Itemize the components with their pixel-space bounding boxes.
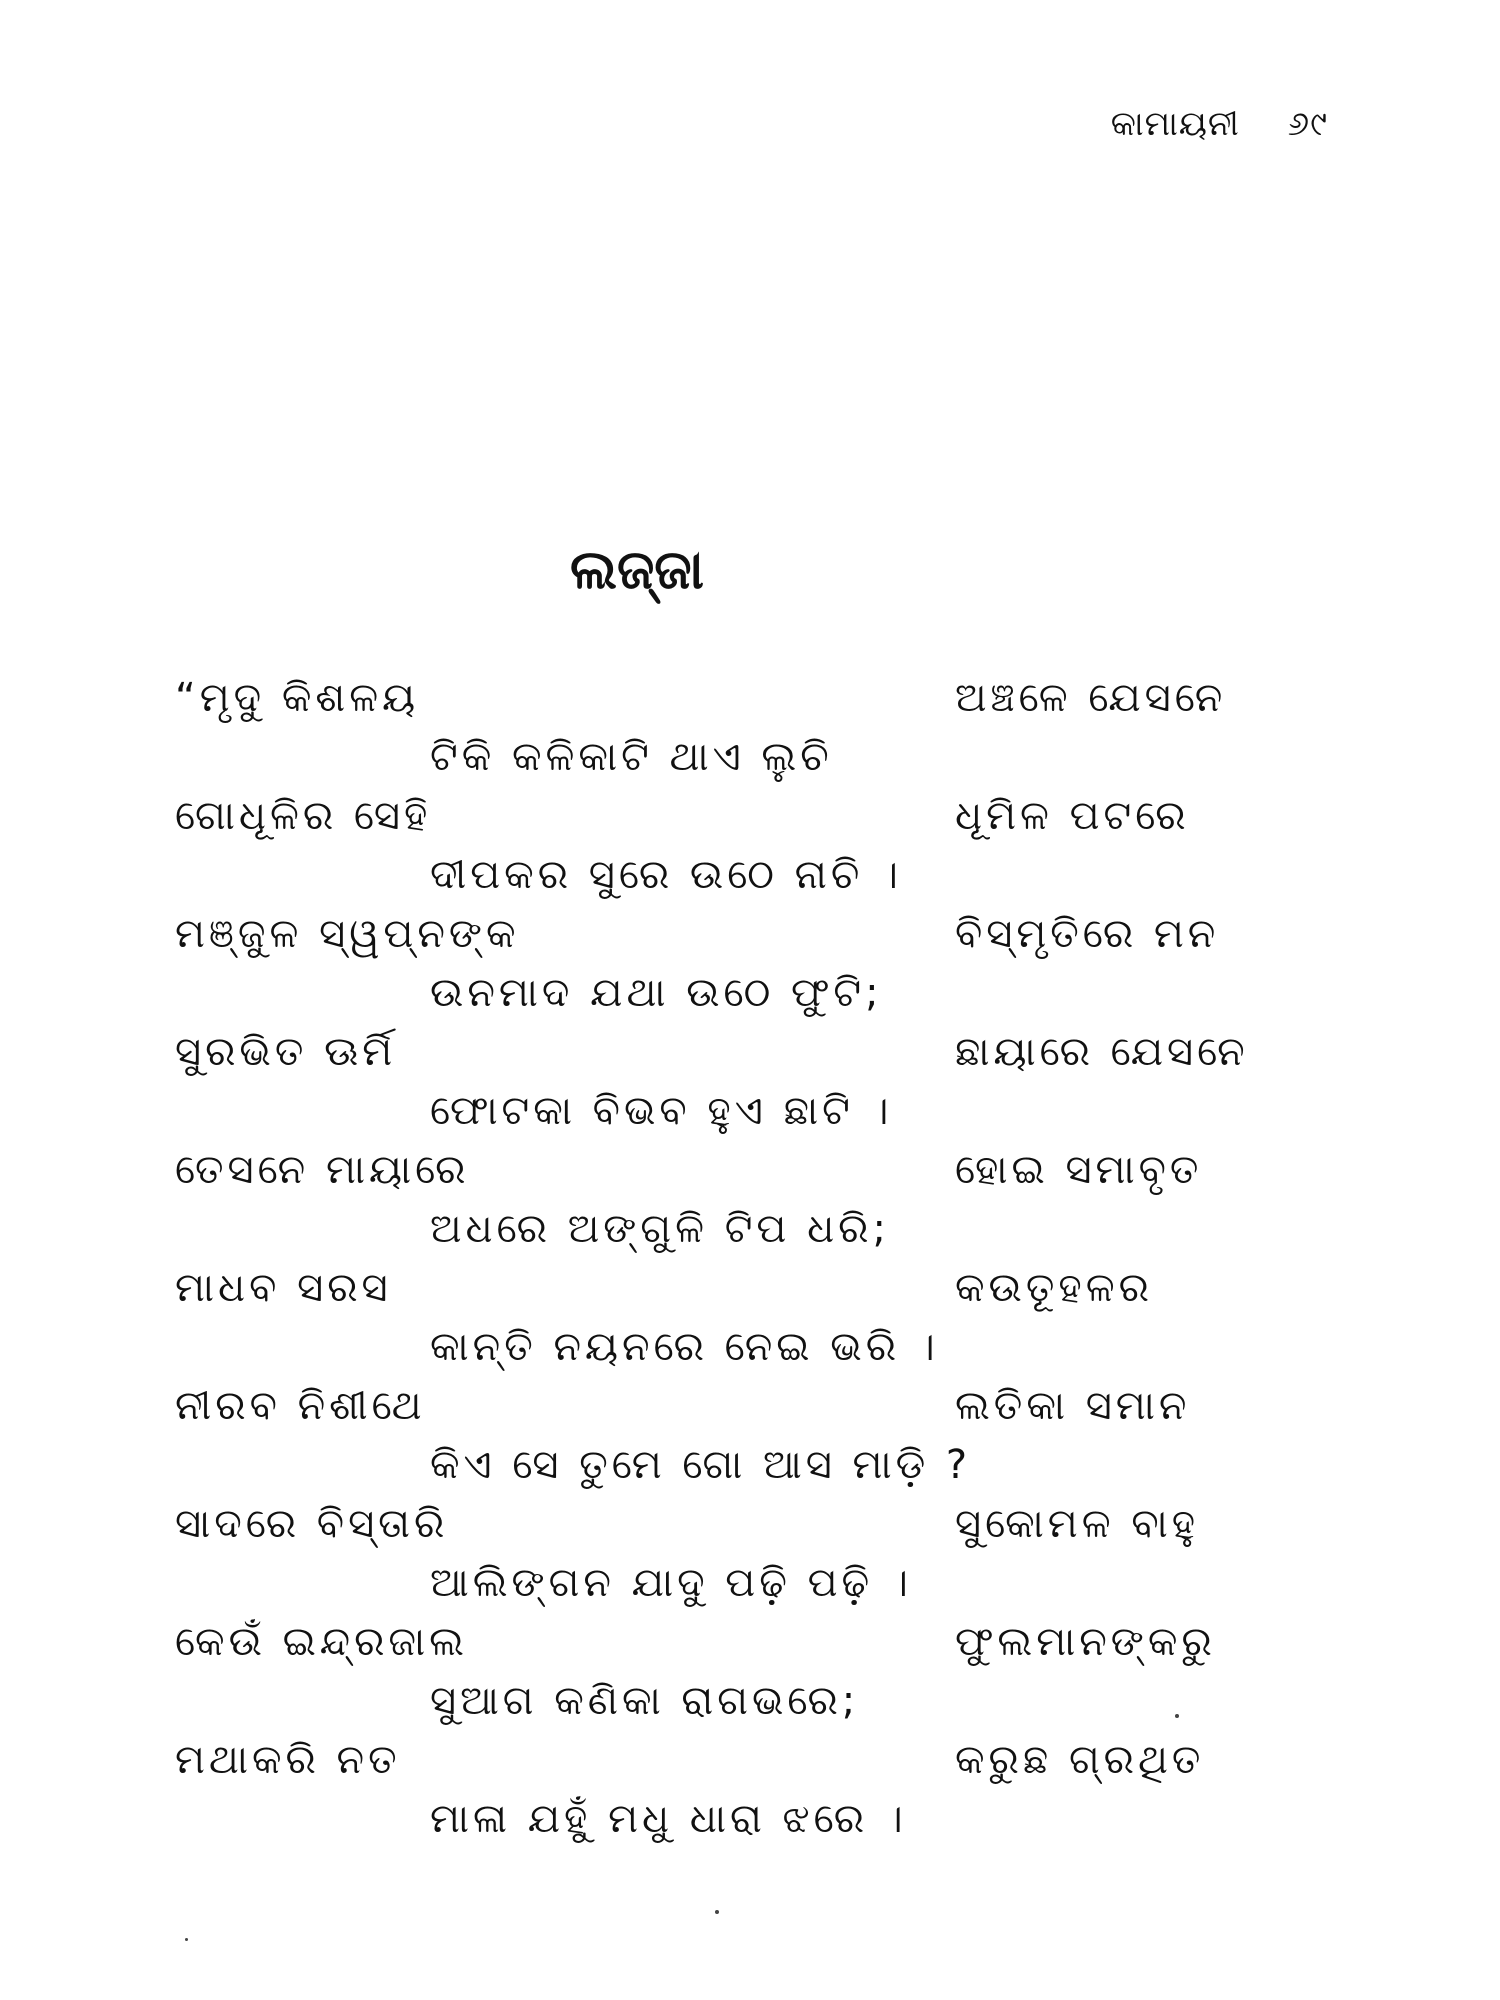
line-left-phrase: ସାଦରେ ବିସ୍ତାରି [175, 1501, 449, 1547]
print-speck [715, 1910, 719, 1914]
line-right-phrase: କରୁଛ ଗ୍ରଥିତ [955, 1737, 1205, 1783]
line-right-phrase: ଫୁଲମାନଙ୍କରୁ [955, 1619, 1216, 1665]
chapter-title: ଲଜ୍ଜା [570, 538, 704, 601]
poem-line-indented [0, 970, 1500, 1029]
indented-line: ଦୀପକର ସୁରେ ଉଠେ ନାଚି । [430, 852, 902, 898]
poem-line [0, 911, 1500, 970]
poem-line-indented [0, 1796, 1500, 1855]
line-right-phrase: ବିସ୍ମୃତିରେ ମନ [955, 911, 1220, 957]
line-right-phrase: ଧୂମିଳ ପଟରେ [955, 793, 1190, 839]
line-right-phrase: ଅଞ୍ଚଳେ ଯେସନେ [955, 675, 1227, 721]
line-left-phrase: “ମୃଦୁ କିଶଳୟ [175, 675, 420, 721]
poem-body [0, 675, 1500, 1855]
poem-line [0, 1029, 1500, 1088]
indented-line: ମାଳା ଯହୁଁ ମଧୁ ଧାରା ଝରେ । [430, 1796, 907, 1842]
line-right-phrase: ହୋଇ ସମାବୃତ [955, 1147, 1203, 1193]
poem-line [0, 1737, 1500, 1796]
indented-line: ଅଧରେ ଅଙ୍ଗୁଳି ଟିପ ଧରି; [430, 1206, 890, 1252]
line-left-phrase: ସୁରଭିତ ଊର୍ମି [175, 1029, 397, 1075]
poem-line [0, 793, 1500, 852]
indented-line: ସୁଆଗ କଣିକା ରାଗଭରେ; [430, 1678, 860, 1724]
poem-line-indented [0, 1442, 1500, 1501]
poem-line [0, 1383, 1500, 1442]
indented-line: ଉନମାଦ ଯଥା ଉଠେ ଫୁଟି; [430, 970, 883, 1016]
indented-line: ଫୋଟକା ବିଭବ ହୁଏ ଛାଟି । [430, 1088, 893, 1134]
poem-line-indented [0, 1678, 1500, 1737]
line-left-phrase: ନୀରବ ନିଶୀଥେ [175, 1383, 426, 1429]
line-right-phrase: ସୁକୋମଳ ବାହୁ [955, 1501, 1200, 1547]
poem-line-indented [0, 1324, 1500, 1383]
line-left-phrase: ମଥାକରି ନତ [175, 1737, 401, 1783]
poem-line-indented [0, 734, 1500, 793]
page-number: ୬୯ [1287, 104, 1328, 144]
line-right-phrase: ଛାୟାରେ ଯେସନେ [955, 1029, 1249, 1075]
poem-line [0, 1147, 1500, 1206]
line-left-phrase: ତେସନେ ମାୟାରେ [175, 1147, 470, 1193]
line-right-phrase: କଉତୂହଳର [955, 1265, 1153, 1311]
poem-line [0, 675, 1500, 734]
indented-line: ଆଲିଙ୍ଗନ ଯାଦୁ ପଢ଼ି ପଢ଼ି । [430, 1560, 912, 1606]
line-left-phrase: ଗୋଧୂଳିର ସେହି [175, 793, 432, 839]
print-speck [1175, 1714, 1179, 1718]
line-right-phrase: ଲତିକା ସମାନ [955, 1383, 1191, 1429]
poem-line-indented [0, 852, 1500, 911]
poem-line [0, 1501, 1500, 1560]
poem-line-indented [0, 1088, 1500, 1147]
line-left-phrase: କେଉଁ ଇନ୍ଦ୍ରଜାଲ [175, 1619, 468, 1665]
indented-line: କିଏ ସେ ତୁମେ ଗୋ ଆସ ମାଡ଼ି ? [430, 1442, 972, 1488]
poem-line-indented [0, 1560, 1500, 1619]
indented-line: ଟିକି କଳିକାଟି ଥାଏ ଲୁଚି [430, 734, 833, 780]
poem-line [0, 1265, 1500, 1324]
line-left-phrase: ମଞ୍ଜୁଳ ସ୍ୱପ୍ନଙ୍କ [175, 911, 520, 957]
running-header [1111, 104, 1328, 144]
print-speck [185, 1938, 188, 1941]
line-left-phrase: ମାଧବ ସରସ [175, 1265, 392, 1311]
indented-line: କାନ୍ତି ନୟନରେ ନେଇ ଭରି । [430, 1324, 939, 1370]
poem-line-indented [0, 1206, 1500, 1265]
running-header-title: କାମାୟନୀ [1110, 104, 1240, 144]
poem-line [0, 1619, 1500, 1678]
